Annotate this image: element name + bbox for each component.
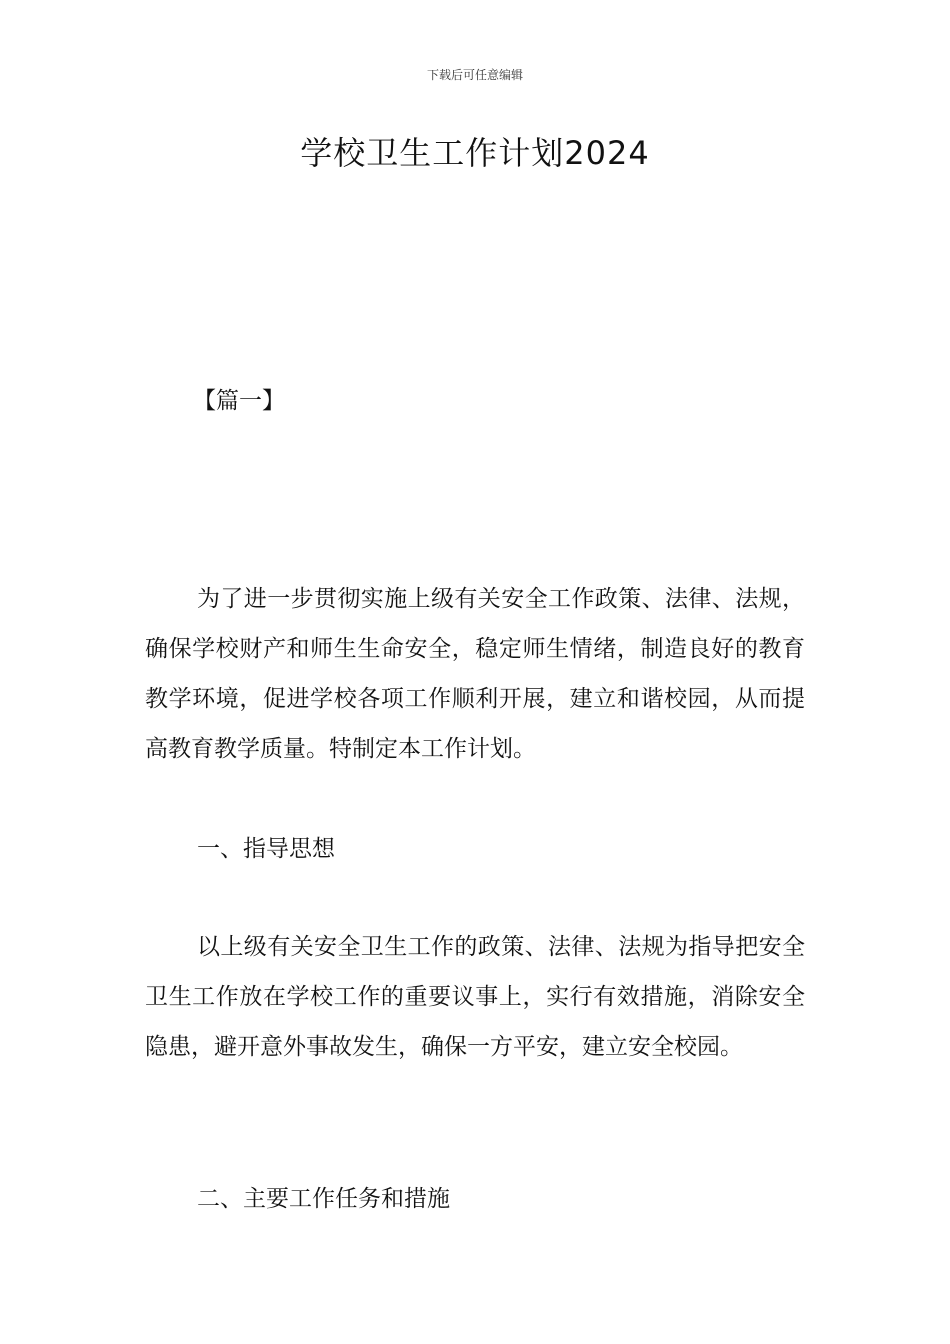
- header-note: 下载后可任意编辑: [426, 68, 523, 82]
- heading-main-tasks: 二、主要工作任务和措施: [197, 1186, 450, 1212]
- paragraph-guiding-ideology: 以上级有关安全卫生工作的政策、法律、法规为指导把安全卫生工作放在学校工作的重要议事上，实行有效措施，消除安全隐患，避开意外事故发生，确保一方平安，建立安全校园。: [145, 934, 805, 1060]
- section-tag: 【篇一】: [193, 388, 285, 414]
- heading-guiding-ideology: 一、指导思想: [197, 836, 335, 862]
- document-title: 学校卫生工作计划2024: [300, 134, 650, 172]
- paragraph-intro: 为了进一步贯彻实施上级有关安全工作政策、法律、法规，确保学校财产和师生生命安全，稳定师生情绪，制造良好的教育教学环境，促进学校各项工作顺利开展，建立和谐校园，从而提高教育教学质量。特制定本工作计划。: [145, 586, 805, 762]
